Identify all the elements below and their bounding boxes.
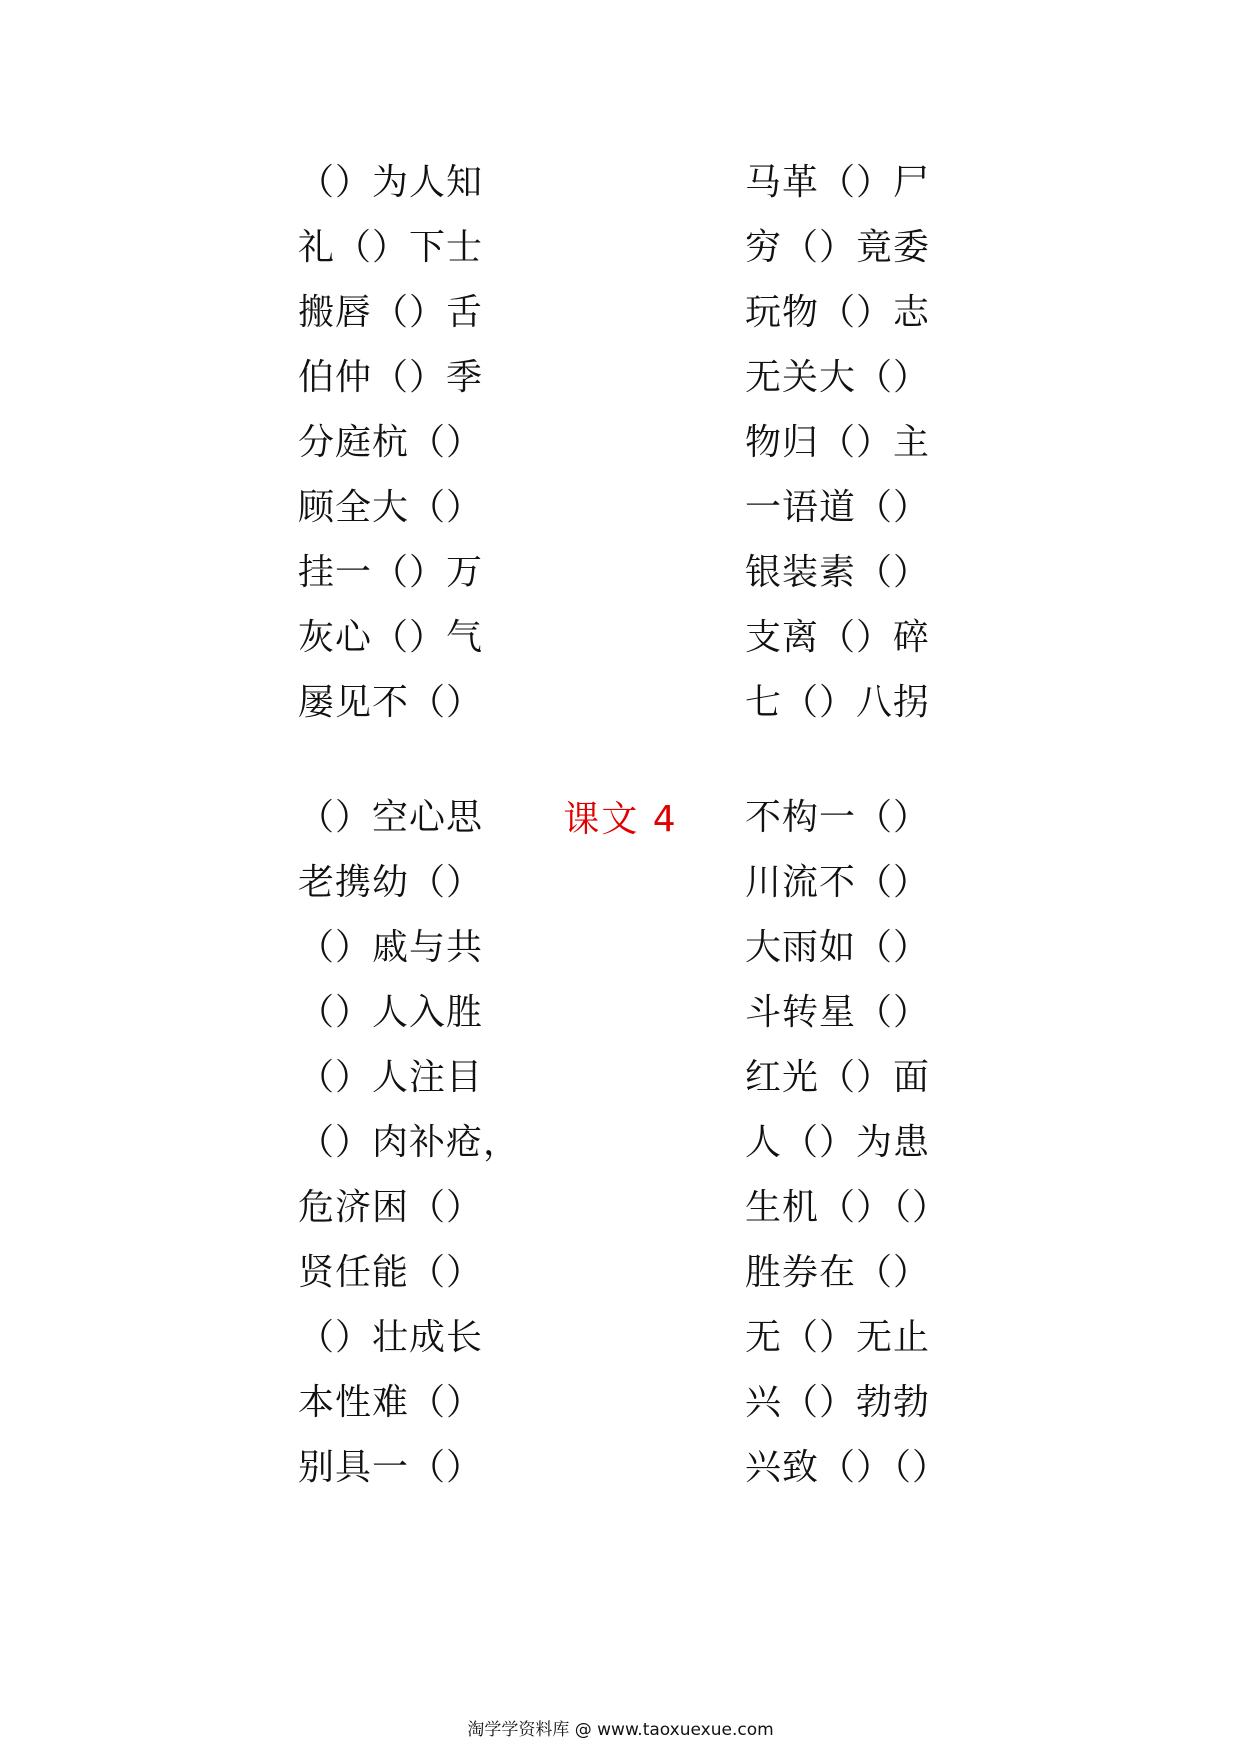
- idiom-item: 危济困（）: [298, 1187, 484, 1228]
- idiom-item: 银装素（）: [745, 552, 931, 593]
- idiom-item: （）人注目: [298, 1057, 484, 1098]
- idiom-item: （）壮成长: [298, 1317, 484, 1358]
- idiom-item: 本性难（）: [298, 1382, 484, 1423]
- idiom-item: 兴致（）（）: [745, 1447, 950, 1488]
- idiom-item: 玩物（）志: [745, 292, 931, 333]
- idiom-item: 挂一（）万: [298, 552, 484, 593]
- idiom-item: 大雨如（）: [745, 927, 931, 968]
- idiom-item: （）空心思: [298, 797, 484, 838]
- idiom-item: 支离（）碎: [745, 617, 931, 658]
- idiom-item: 斗转星（）: [745, 992, 931, 1033]
- idiom-column-left: [298, 785, 520, 1500]
- idiom-item: 顾全大（）: [298, 487, 484, 528]
- idiom-item: 伯仲（）季: [298, 357, 484, 398]
- idiom-item: 老携幼（）: [298, 862, 484, 903]
- idiom-item: 不构一（）: [745, 797, 931, 838]
- idiom-item: 屡见不（）: [298, 682, 484, 723]
- idiom-column-right: [745, 150, 930, 735]
- idiom-item: 兴（）勃勃: [745, 1382, 931, 1423]
- idiom-item: 搬唇（）舌: [298, 292, 484, 333]
- footer-watermark: 淘学学资料库 @ www.taoxuexue.com: [467, 1720, 774, 1740]
- idiom-item: （）人入胜: [298, 992, 484, 1033]
- idiom-item: 灰心（）气: [298, 617, 484, 658]
- idiom-item: 胜券在（）: [745, 1252, 931, 1293]
- idiom-item: 别具一（）: [298, 1447, 484, 1488]
- idiom-item: （）戚与共: [298, 927, 484, 968]
- idiom-item: 红光（）面: [745, 1057, 931, 1098]
- idiom-item: （）肉补疮，: [298, 1122, 521, 1163]
- idiom-item: 物归（）主: [745, 422, 931, 463]
- idiom-item: 分庭杭（）: [298, 422, 484, 463]
- idiom-item: 无（）无止: [745, 1317, 931, 1358]
- lesson-heading: 课文 4: [563, 799, 678, 840]
- idiom-item: 一语道（）: [745, 487, 931, 528]
- idiom-item: 穷（）竟委: [745, 227, 931, 268]
- idiom-column-right: [745, 785, 949, 1500]
- idiom-item: 贤任能（）: [298, 1252, 484, 1293]
- idiom-item: 无关大（）: [745, 357, 931, 398]
- idiom-item: 川流不（）: [745, 862, 931, 903]
- idiom-item: 马革（）尸: [745, 162, 931, 203]
- idiom-item: 生机（）（）: [745, 1187, 950, 1228]
- idiom-item: （）为人知: [298, 162, 484, 203]
- idiom-item: 人（）为患: [745, 1122, 931, 1163]
- idiom-item: 礼（）下士: [298, 227, 484, 268]
- idiom-item: 七（）八拐: [745, 682, 931, 723]
- idiom-column-left: [298, 150, 483, 735]
